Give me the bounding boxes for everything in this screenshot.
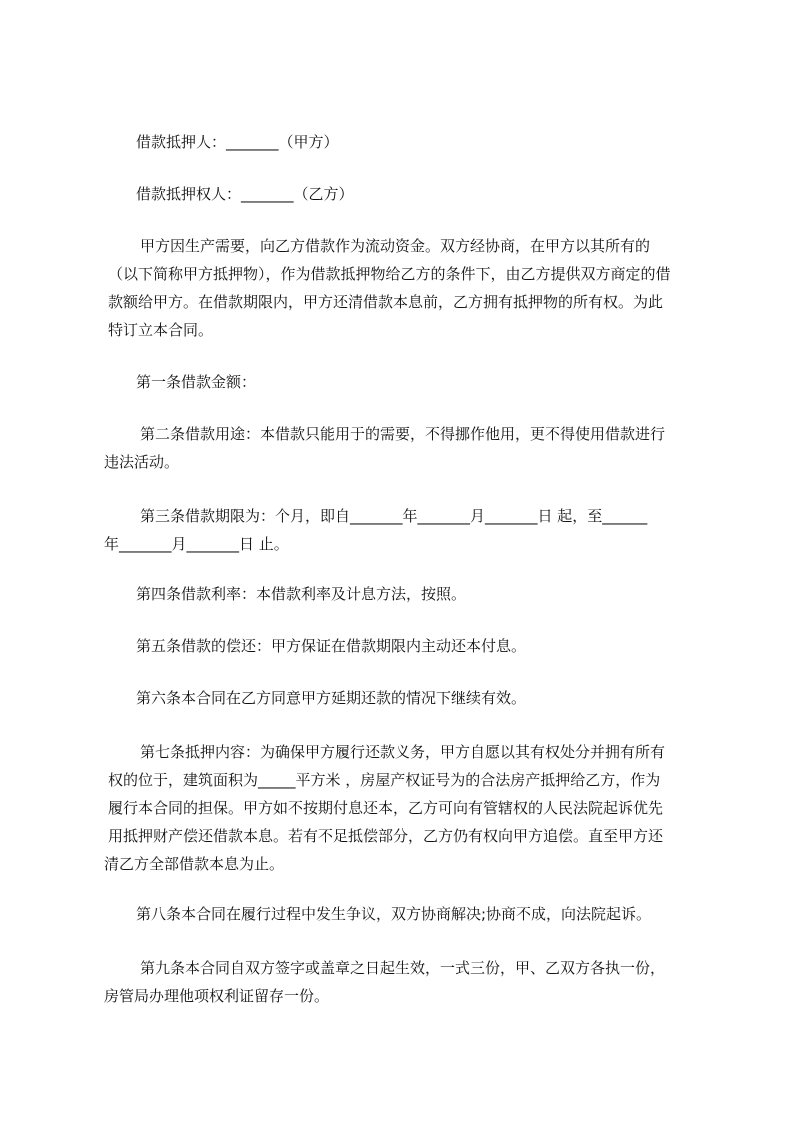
party-a-line — [104, 128, 704, 156]
article-1-text: 第一条借款金额： — [136, 373, 257, 391]
intro-line: 甲方因生产需要，向乙方借款作为流动资金。双方经协商，在甲方以其所有的 — [140, 237, 651, 255]
article-7-line: 用抵押财产偿还借款本息。若有不足抵偿部分，乙方仍有权向甲方追偿。直至甲方还 — [108, 827, 664, 845]
article-3-line: 第三条借款期限为：个月，即自_______年_______月_______日 起，至______ — [140, 507, 648, 525]
article-2-line: 第二条借款用途：本借款只能用于的需要，不得挪作他用，更不得使用借款进行 — [140, 425, 666, 443]
intro-line: 款额给甲方。在借款期限内，甲方还清借款本息前，乙方拥有抵押物的所有权。为此 — [108, 293, 664, 311]
party-b-line — [104, 180, 704, 208]
intro-line: （以下简称甲方抵押物），作为借款抵押物给乙方的条件下，由乙方提供双方商定的借 — [108, 265, 671, 283]
article-9-line: 第九条本合同自双方签字或盖章之日起生效，一式三份，甲、乙双方各执一份， — [140, 959, 666, 977]
article-3-line: 年_______月_______日 止。 — [104, 535, 289, 553]
article-2-line: 违法活动。 — [104, 453, 180, 471]
article-5-text: 第五条借款的偿还：甲方保证在借款期限内主动还本付息。 — [136, 637, 527, 655]
article-8 — [104, 900, 704, 928]
article-2 — [104, 420, 704, 476]
article-7-line: 清乙方全部借款本息为止。 — [104, 855, 285, 873]
party-b-text: 借款抵押权人：_______（乙方） — [136, 185, 354, 203]
party-a-text: 借款抵押人：_______（甲方） — [136, 133, 339, 151]
article-1 — [104, 368, 704, 396]
article-9 — [104, 954, 704, 1010]
article-4 — [104, 580, 704, 608]
article-4-text: 第四条借款利率：本借款利率及计息方法，按照。 — [136, 585, 467, 603]
article-7-line: 权的位于，建筑面积为_____平方米 ，房屋产权证号为的合法房产抵押给乙方，作为 — [108, 771, 661, 789]
article-9-line: 房管局办理他项权利证留存一份。 — [104, 987, 330, 1005]
article-7-line: 第七条抵押内容：为确保甲方履行还款义务，甲方自愿以其有权处分并拥有所有 — [140, 743, 666, 761]
article-8-text: 第八条本合同在履行过程中发生争议，双方协商解决;协商不成，向法院起诉。 — [136, 905, 652, 923]
article-7 — [104, 738, 704, 878]
article-3 — [104, 502, 704, 558]
intro-line: 特订立本合同。 — [108, 321, 214, 339]
article-7-line: 履行本合同的担保。甲方如不按期付息还本，乙方可向有管辖权的人民法院起诉优先 — [108, 799, 664, 817]
article-6-text: 第六条本合同在乙方同意甲方延期还款的情况下继续有效。 — [136, 689, 527, 707]
article-6 — [104, 684, 704, 712]
intro-paragraph — [104, 232, 704, 344]
article-5 — [104, 632, 704, 660]
